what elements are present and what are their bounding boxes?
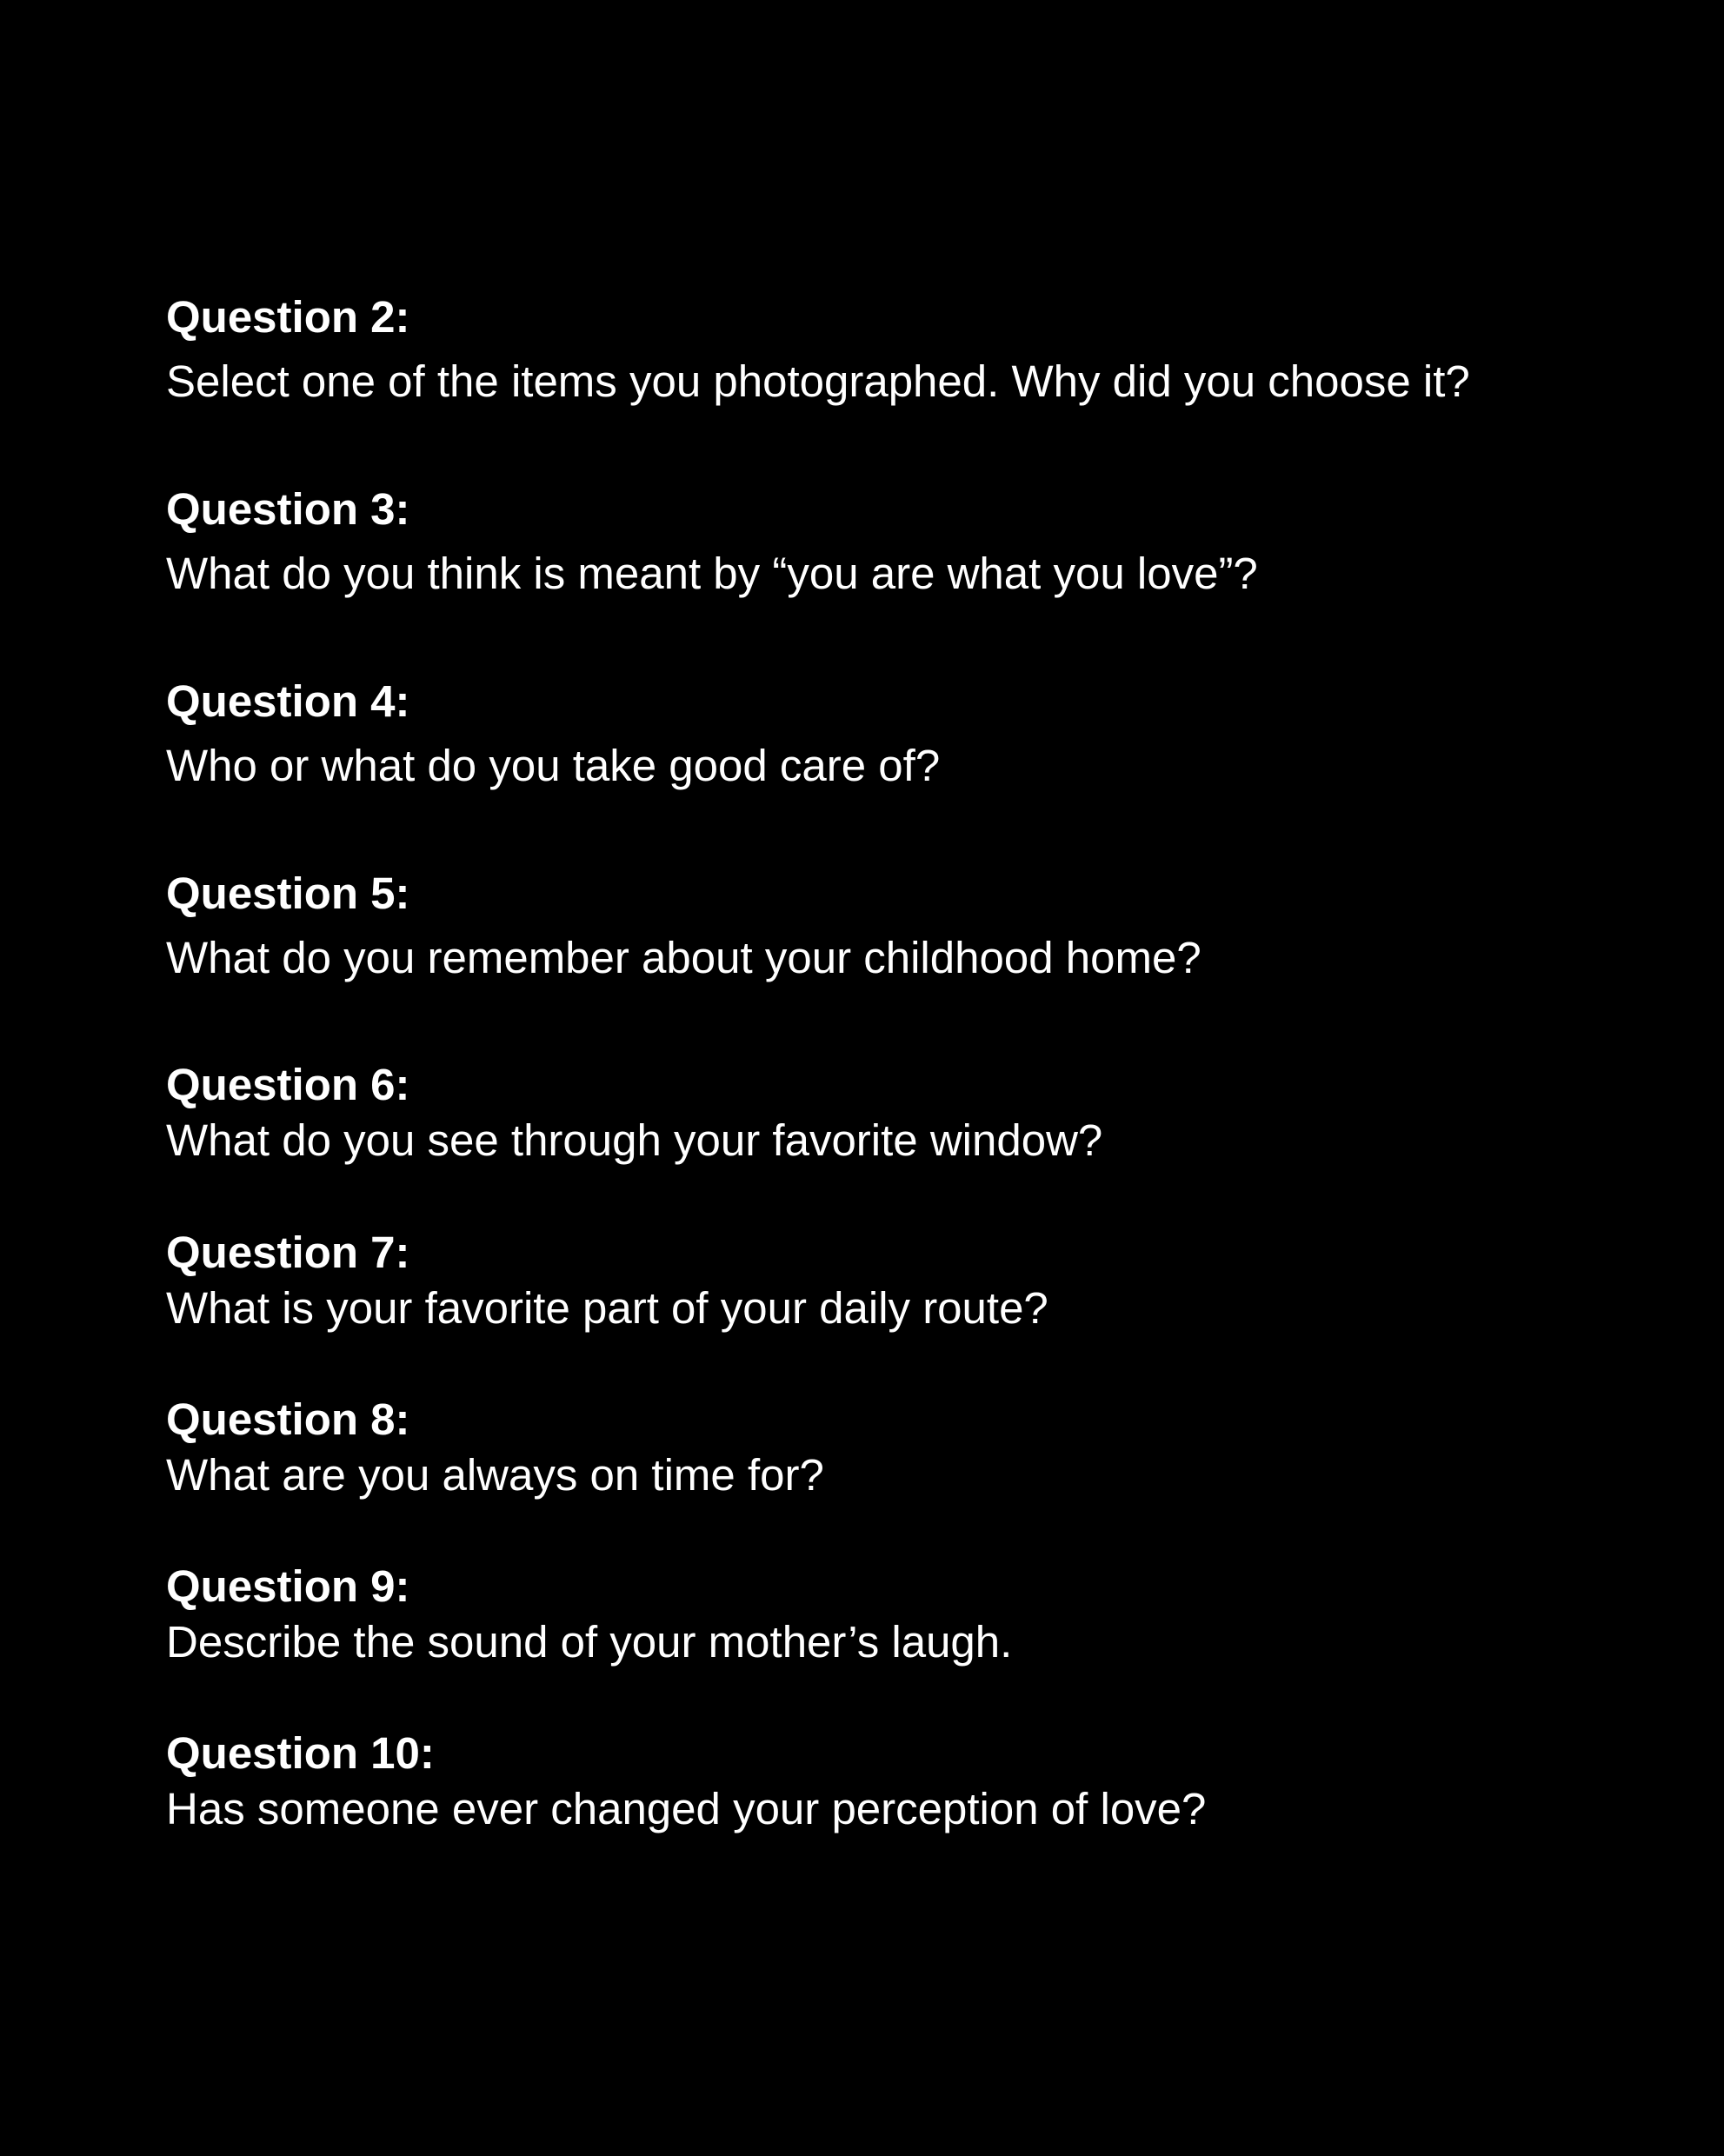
question-text: Has someone ever changed your perception of love?: [166, 1784, 1207, 1833]
question-block: [166, 1560, 1644, 1668]
question-block: [166, 1227, 1644, 1334]
question-text: Who or what do you take good care of?: [166, 741, 941, 790]
question-text: Describe the sound of your mother’s laugh.: [166, 1617, 1013, 1667]
question-text: What do you remember about your childhood home?: [166, 933, 1201, 982]
question-text: What are you always on time for?: [166, 1450, 824, 1500]
question-block: [166, 868, 1644, 984]
question-heading: Question 2:: [166, 292, 410, 342]
question-text: What is your favorite part of your daily route?: [166, 1283, 1048, 1333]
question-text: What do you think is meant by “you are what you love”?: [166, 549, 1258, 598]
question-heading: Question 10:: [166, 1728, 435, 1778]
question-block: [166, 483, 1644, 600]
question-block: [166, 291, 1644, 408]
question-block: [166, 1059, 1644, 1167]
question-block: [166, 675, 1644, 792]
question-text: What do you see through your favorite window?: [166, 1115, 1103, 1165]
question-heading: Question 6:: [166, 1060, 410, 1109]
question-heading: Question 4:: [166, 676, 410, 726]
question-heading: Question 7:: [166, 1228, 410, 1277]
question-block: [166, 1394, 1644, 1501]
question-text: Select one of the items you photographed. Why did you choose it?: [166, 356, 1470, 406]
question-heading: Question 5:: [166, 868, 410, 918]
question-heading: Question 3:: [166, 484, 410, 534]
question-heading: Question 8:: [166, 1394, 410, 1444]
question-block: [166, 1727, 1644, 1835]
question-heading: Question 9:: [166, 1561, 410, 1611]
